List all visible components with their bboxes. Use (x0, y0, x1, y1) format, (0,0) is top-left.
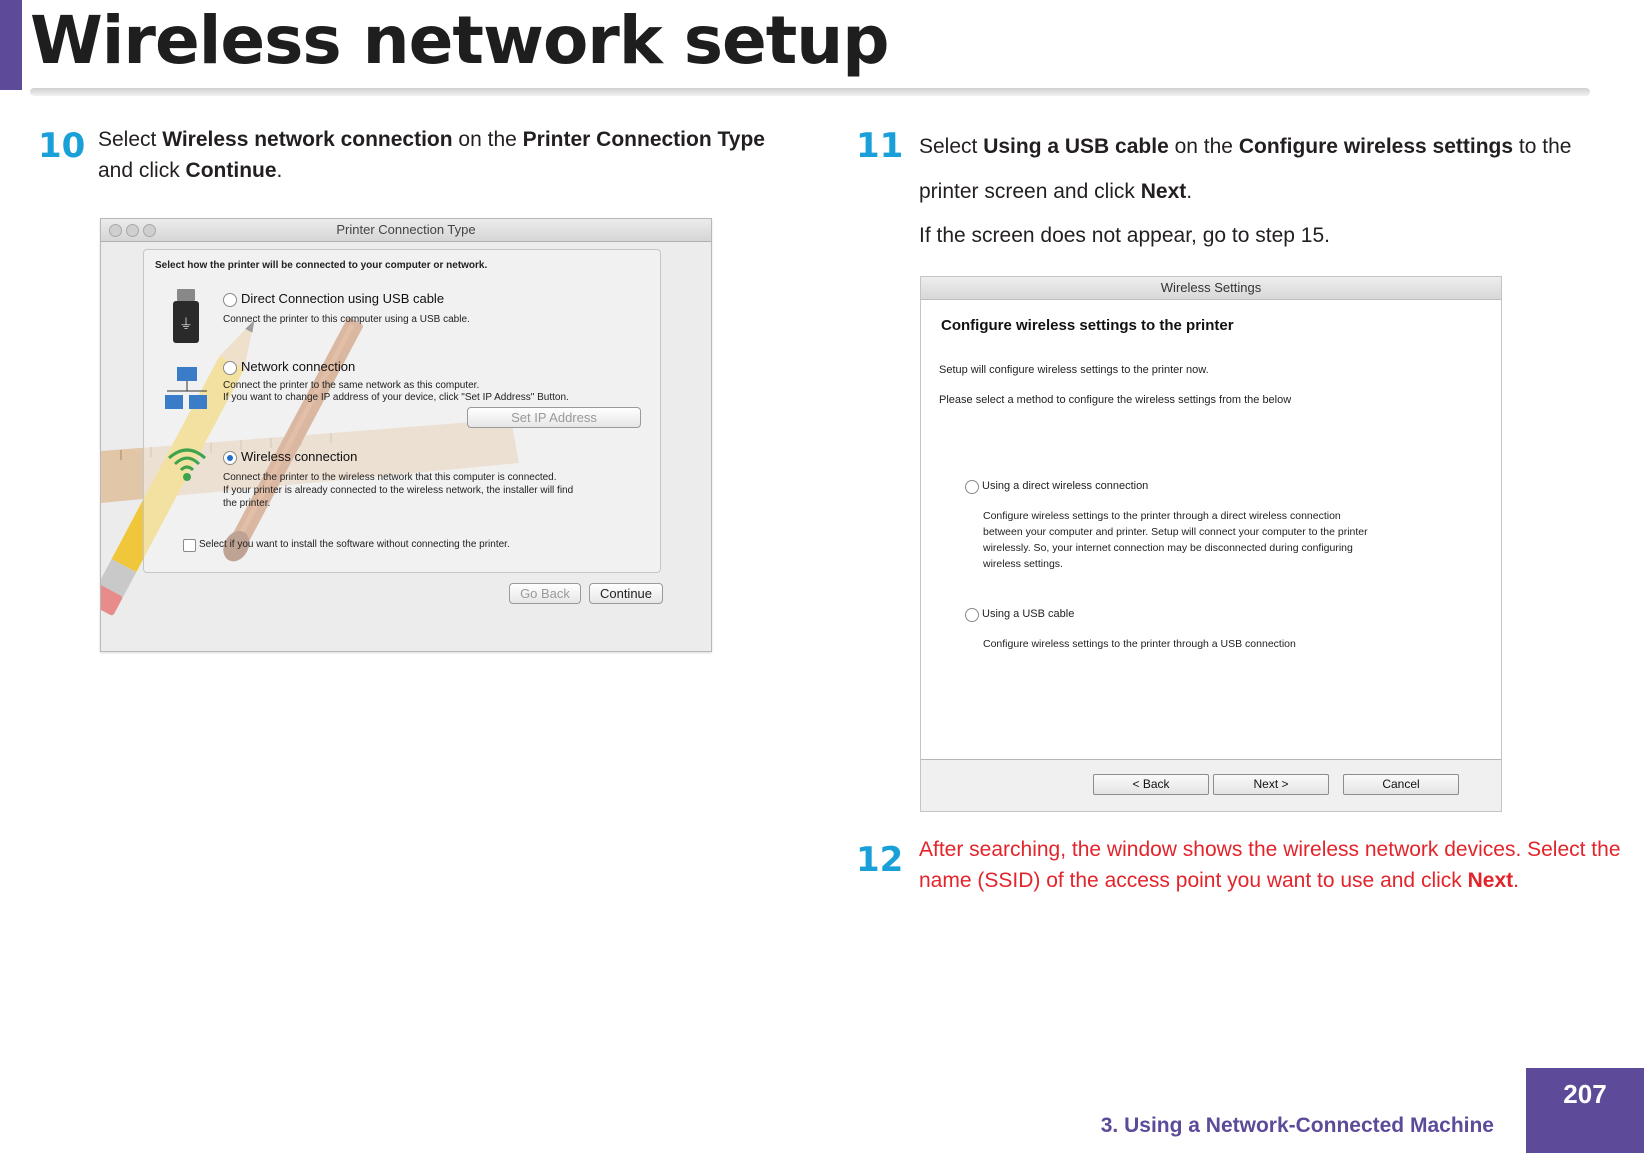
step-10-number: 10 (38, 126, 86, 166)
page-number: 207 (1526, 1068, 1644, 1153)
setup-line-2: Please select a method to configure the wireless settings from the below (939, 394, 1292, 406)
usb-cable-description: Configure wireless settings to the printer through a USB connection (983, 638, 1296, 650)
usb-cable-radio[interactable] (965, 608, 979, 622)
wireless-icon (165, 444, 209, 484)
wireless-settings-window (920, 276, 1502, 812)
title-accent-bar (0, 0, 22, 90)
cancel-button[interactable]: Cancel (1343, 774, 1459, 795)
network-icon (165, 367, 209, 411)
step-12-text: After searching, the window shows the wireless network devices. Select the name (SSID) of the access point you want to use and click Next. (919, 838, 1621, 892)
direct-wireless-description-2: between your computer and printer. Setup will connect your computer to the printer (983, 526, 1368, 538)
direct-wireless-description-4: wireless settings. (983, 558, 1063, 570)
direct-usb-radio[interactable] (223, 293, 237, 307)
wireless-connection-description-3: the printer. (223, 498, 271, 509)
install-without-printer-checkbox[interactable] (183, 539, 196, 552)
instruction-text: Select how the printer will be connected to your computer or network. (155, 260, 488, 271)
svg-text:⏚: ⏚ (179, 317, 193, 333)
next-button[interactable]: Next > (1213, 774, 1329, 795)
wireless-connection-description-1: Connect the printer to the wireless network that this computer is connected. (223, 472, 557, 483)
wireless-settings-heading: Configure wireless settings to the printer (941, 317, 1234, 334)
close-window-icon[interactable] (109, 224, 122, 237)
usb-cable-option-label: Using a USB cable (982, 608, 1075, 620)
chapter-footer: 3. Using a Network-Connected Machine (1100, 1114, 1494, 1137)
zoom-window-icon[interactable] (143, 224, 156, 237)
direct-wireless-option-label: Using a direct wireless connection (982, 480, 1149, 492)
step-11-note: If the screen does not appear, go to step 15. (919, 224, 1330, 247)
wireless-connection-radio[interactable] (223, 451, 237, 465)
direct-wireless-description-3: wirelessly. So, your internet connection may be disconnected during configuring (983, 542, 1353, 554)
window-titlebar (921, 277, 1501, 300)
network-connection-radio[interactable] (223, 361, 237, 375)
step-12-number: 12 (856, 840, 904, 880)
direct-wireless-radio[interactable] (965, 480, 979, 494)
step-11-text: Select Using a USB cable on the Configure wireless settings to the printer screen and click Next. (919, 135, 1572, 203)
title-divider (30, 88, 1590, 96)
setup-line-1: Setup will configure wireless settings to the printer now. (939, 364, 1209, 376)
wireless-connection-description-2: If your printer is already connected to the wireless network, the installer will find (223, 485, 574, 496)
step-10-text: Select Wireless network connection on the Printer Connection Type and click Continue. (98, 128, 765, 182)
window-titlebar (101, 219, 711, 242)
go-back-button[interactable]: Go Back (509, 583, 581, 604)
set-ip-address-button[interactable]: Set IP Address (467, 407, 641, 428)
install-without-printer-label: Select if you want to install the software without connecting the printer. (199, 539, 510, 550)
network-connection-description-2: If you want to change IP address of your device, click "Set IP Address" Button. (223, 392, 569, 403)
direct-usb-description: Connect the printer to this computer using a USB cable. (223, 314, 470, 325)
wireless-connection-option-label: Wireless connection (241, 449, 358, 464)
minimize-window-icon[interactable] (126, 224, 139, 237)
network-connection-option-label: Network connection (241, 359, 356, 374)
page-title: Wireless network setup (30, 2, 889, 79)
back-button[interactable]: < Back (1093, 774, 1209, 795)
step-11-number: 11 (856, 126, 904, 166)
continue-button[interactable]: Continue (589, 583, 663, 604)
printer-connection-type-window (100, 218, 712, 652)
window-title: Wireless Settings (1160, 280, 1262, 295)
network-connection-description-1: Connect the printer to the same network as this computer. (223, 380, 480, 391)
direct-wireless-description-1: Configure wireless settings to the printer through a direct wireless connection (983, 510, 1341, 522)
usb-icon (173, 289, 199, 343)
window-title: Printer Connection Type (336, 222, 476, 237)
direct-usb-option-label: Direct Connection using USB cable (241, 291, 445, 306)
